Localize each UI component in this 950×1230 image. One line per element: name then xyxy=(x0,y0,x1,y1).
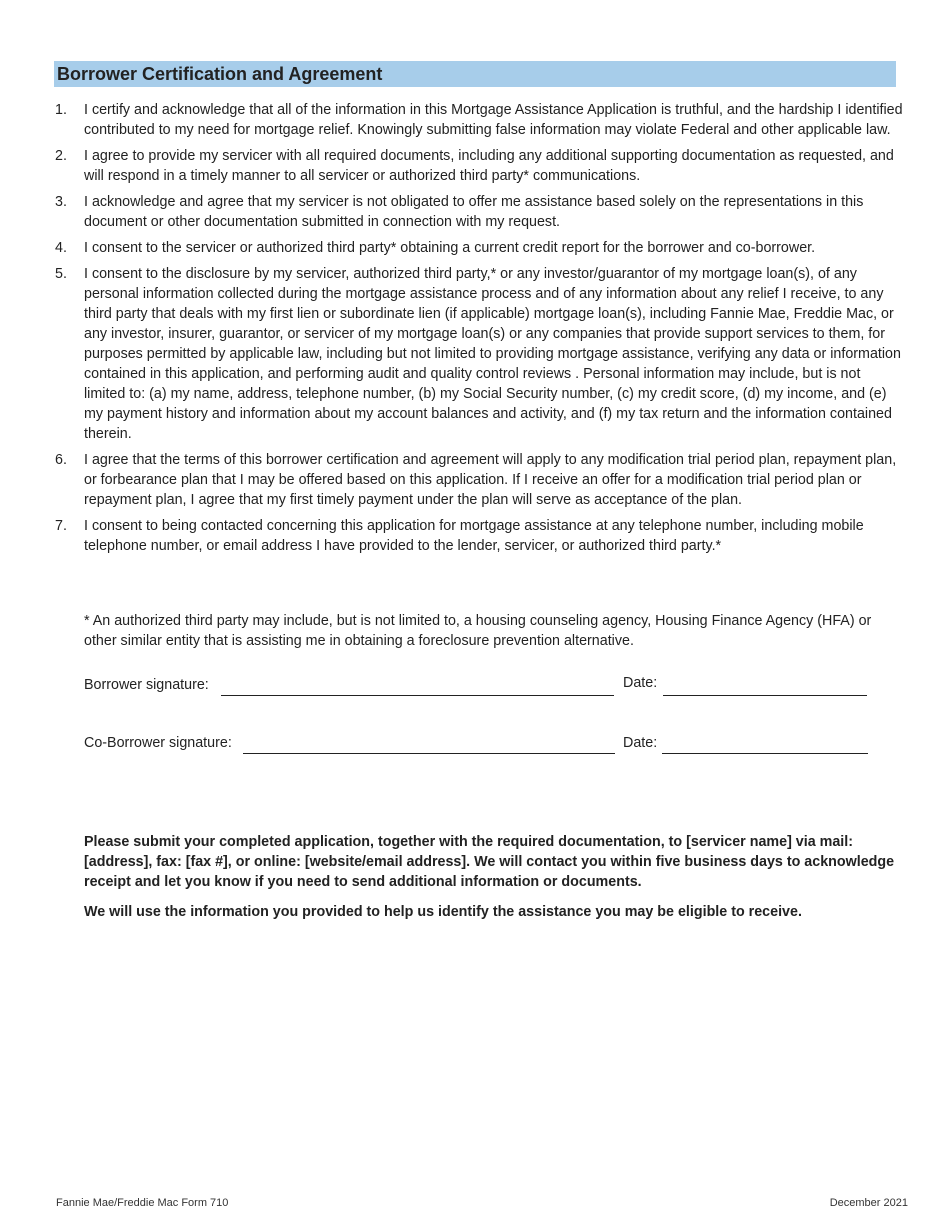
coborrower-signature-label: Co-Borrower signature: xyxy=(84,735,232,751)
item-text: I consent to the servicer or authorized third party* obtaining a current credit report for the borrower and co-borrower. xyxy=(84,240,816,256)
borrower-signature-label: Borrower signature: xyxy=(84,677,209,693)
item-text: I agree that the terms of this borrower certification and agreement will apply to any modification trial period plan, repayment plan, or forbearance plan that I may be offered based on this application. If I receive an offer for a modification trial period plan or repayment plan, I agree that my first timely payment under the plan will serve as acceptance of the plan. xyxy=(84,452,897,508)
borrower-signature-field[interactable] xyxy=(221,675,614,696)
item-number: 5. xyxy=(55,266,67,282)
section-title: Borrower Certification and Agreement xyxy=(54,61,896,87)
item-number: 4. xyxy=(55,240,67,256)
list-item xyxy=(55,238,905,258)
item-text: I certify and acknowledge that all of the information in this Mortgage Assistance Application is truthful, and the hardship I identified contributed to my need for mortgage relief. Knowingly submitting false information may violate Federal and other applicable law. xyxy=(84,102,903,138)
footnote: * An authorized third party may include, but is not limited to, a housing counseling agency, Housing Finance Agency (HFA) or other similar entity that is assisting me in obtaining a foreclosure prevention alternative. xyxy=(84,613,872,649)
item-number: 6. xyxy=(55,452,67,468)
item-text: I consent to being contacted concerning this application for mortgage assistance at any telephone number, including mobile telephone number, or email address I have provided to the lender, servicer, or authorized third party.* xyxy=(84,518,864,554)
list-item xyxy=(55,516,905,556)
list-item xyxy=(55,192,905,232)
list-item xyxy=(55,264,905,444)
submit-instructions-text: Please submit your completed application, together with the required documentation, to [servicer name] via mail: [address], fax: [fax #], or online: [website/email address]. We will contact you within five business days to acknowledge receipt and let you know if you need to send additional information or documents. xyxy=(84,834,895,890)
coborrower-date-label: Date: xyxy=(623,735,658,751)
coborrower-date-field[interactable] xyxy=(662,733,868,754)
item-text: I agree to provide my servicer with all required documents, including any additional supporting documentation as requested, and will respond in a timely manner to all servicer or authorized third party* communications. xyxy=(84,148,894,184)
borrower-signature-row xyxy=(84,675,884,699)
item-text: I consent to the disclosure by my servicer, authorized third party,* or any investor/guarantor of my mortgage loan(s), of any personal information collected during the mortgage assistance process and of any information about any relief I receive, to any third party that deals with my first lien or subordinate lien (if applicable) mortgage loan(s), including Fannie Mae, Freddie Mac, or any investor, insurer, guarantor, or servicer of my mortgage loan(s) or any companies that provide support services to them, for purposes permitted by applicable law, including but not limited to providing mortgage assistance, verifying any data or information contained in this application, and performing audit and quality control reviews . Personal information may include, but is not limited to: (a) my name, address, telephone number, (b) my Social Security number, (c) my credit score, (d) my income, and (e) my payment history and information about my account balances and activity, and (f) my tax return and the information contained therein. xyxy=(84,266,901,442)
form-number: Fannie Mae/Freddie Mac Form 710 xyxy=(56,1197,229,1209)
item-text: I acknowledge and agree that my servicer is not obligated to offer me assistance based solely on the representations in this document or other documentation submitted in connection with my request. xyxy=(84,194,864,230)
list-item xyxy=(55,146,905,186)
item-number: 1. xyxy=(55,102,67,118)
item-number: 7. xyxy=(55,518,67,534)
borrower-date-label: Date: xyxy=(623,675,658,691)
borrower-date-field[interactable] xyxy=(663,675,867,696)
form-date: December 2021 xyxy=(829,1197,908,1209)
submission-instructions xyxy=(84,832,906,932)
list-item xyxy=(55,100,905,140)
assistance-use-text: We will use the information you provided to help us identify the assistance you may be eligible to receive. xyxy=(84,904,802,920)
coborrower-signature-field[interactable] xyxy=(243,733,615,754)
certification-list xyxy=(55,100,905,562)
item-number: 2. xyxy=(55,148,67,164)
coborrower-signature-row xyxy=(84,733,884,757)
list-item xyxy=(55,450,905,510)
item-number: 3. xyxy=(55,194,67,210)
